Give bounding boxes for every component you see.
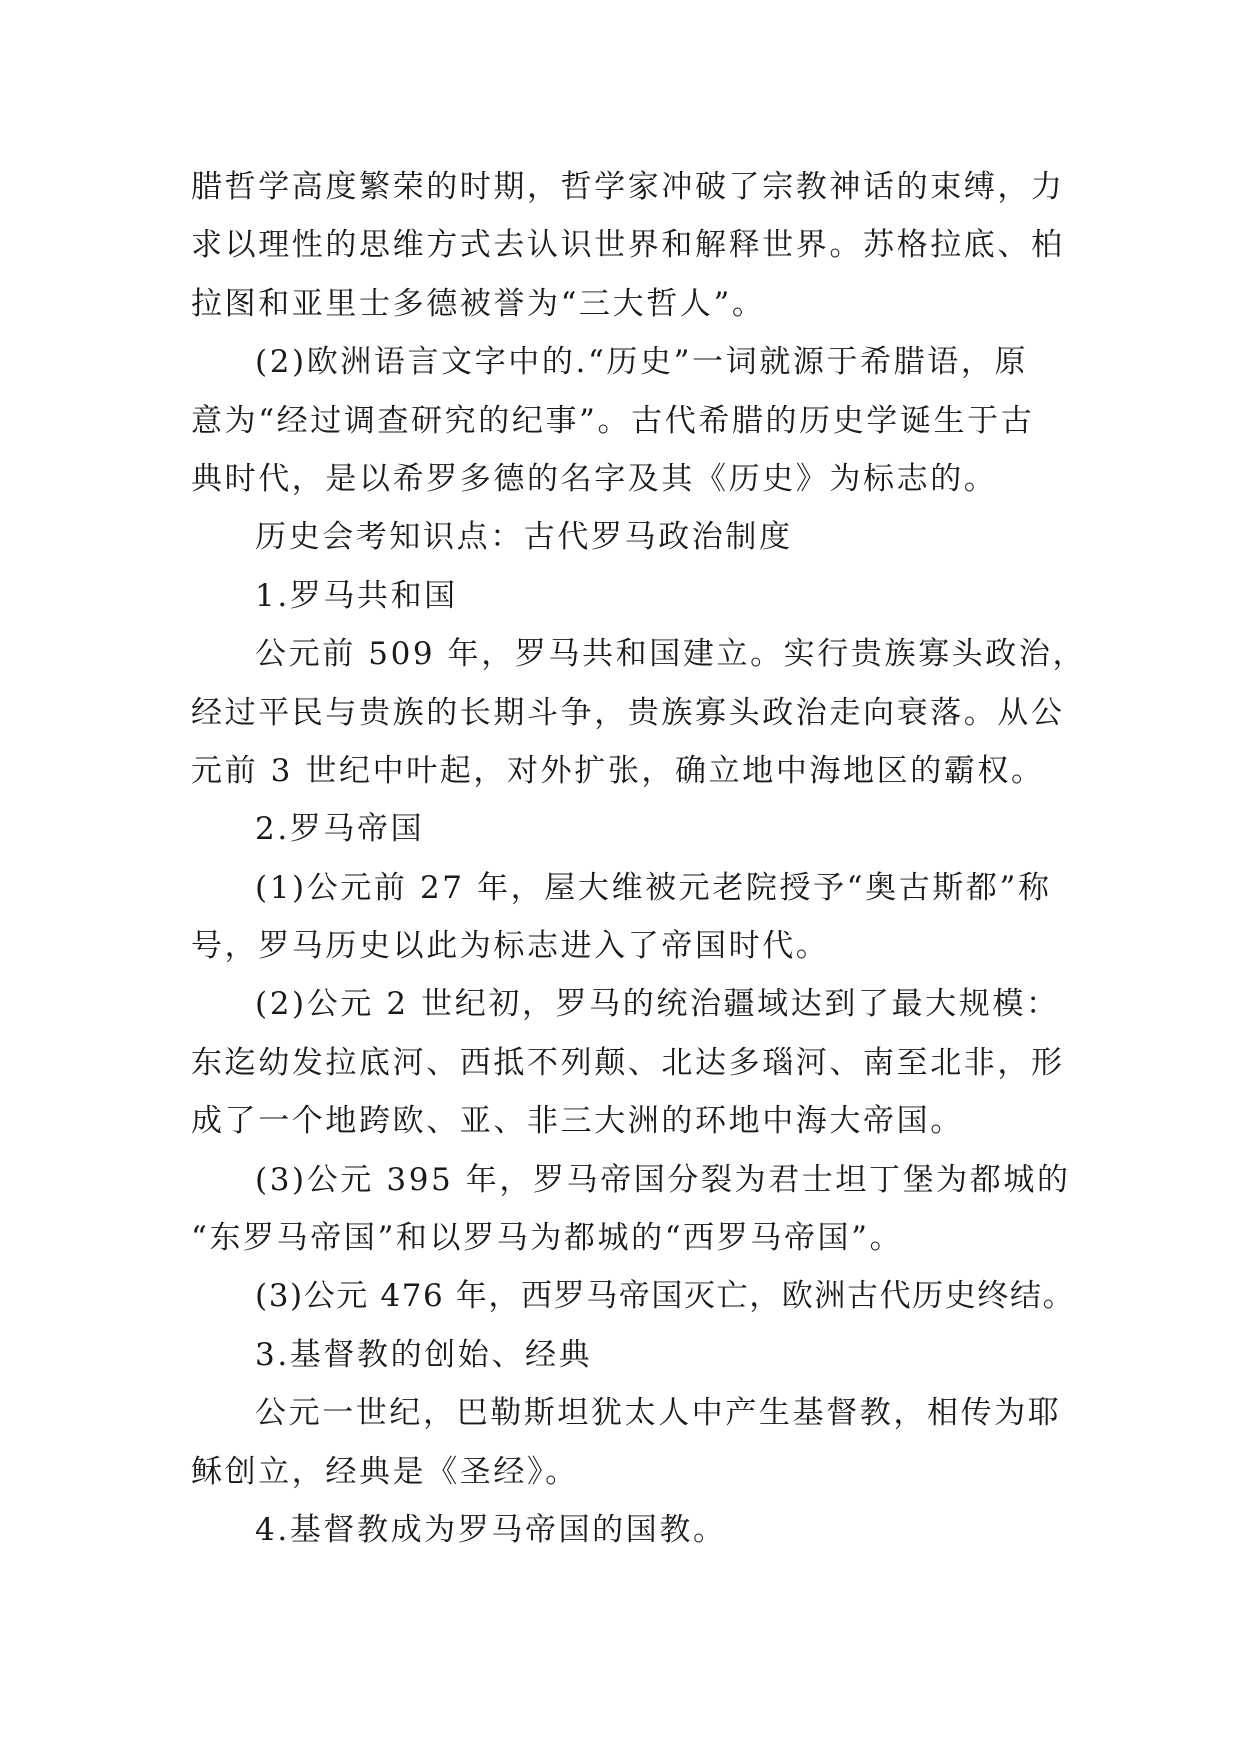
text-line: 成了一个地跨欧、亚、非三大洲的环地中海大帝国。 — [191, 1103, 964, 1140]
subsection-heading: 1.罗马共和国 — [255, 577, 458, 614]
text-line: 拉图和亚里士多德被誉为“三大哲人”。 — [191, 285, 766, 322]
text-line: 公元前 509 年，罗马共和国建立。实行贵族寡头政治， — [255, 636, 1087, 673]
text-line: 号，罗马历史以此为标志进入了帝国时代。 — [191, 928, 830, 965]
text-line: 东迄幼发拉底河、西抵不列颠、北达多瑙河、南至北非，形 — [191, 1044, 1065, 1081]
subsection-heading: 2.罗马帝国 — [255, 811, 425, 848]
text-line: (2)欧洲语言文字中的.“历史”一词就源于希腊语，原 — [255, 344, 1029, 381]
text-line: 意为“经过调查研究的纪事”。古代希腊的历史学诞生于古 — [191, 402, 1035, 439]
text-line: (3)公元 395 年，罗马帝国分裂为君士坦丁堡为都城的 — [255, 1161, 1071, 1198]
text-line: “东罗马帝国”和以罗马为都城的“西罗马帝国”。 — [191, 1220, 904, 1257]
document-body — [191, 158, 1087, 1559]
text-line: (1)公元前 27 年，屋大维被元老院授予“奥古斯都”称 — [255, 869, 1052, 906]
text-line: 公元一世纪，巴勒斯坦犹太人中产生基督教，相传为耶 — [255, 1395, 1062, 1432]
section-heading: 历史会考知识点：古代罗马政治制度 — [255, 519, 793, 556]
subsection-heading: 3.基督教的创始、经典 — [255, 1336, 593, 1373]
text-line: 求以理性的思维方式去认识世界和解释世界。苏格拉底、柏 — [191, 227, 1065, 264]
text-line: 稣创立，经典是《圣经》。 — [191, 1453, 579, 1490]
text-line: 典时代，是以希罗多德的名字及其《历史》为标志的。 — [191, 460, 998, 497]
text-line: (3)公元 476 年，西罗马帝国灭亡，欧洲古代历史终结。 — [255, 1278, 1076, 1315]
text-line: (2)公元 2 世纪初，罗马的统治疆域达到了最大规模： — [255, 986, 1060, 1023]
text-line: 元前 3 世纪中叶起，对外扩张，确立地中海地区的霸权。 — [191, 752, 1045, 789]
text-line: 腊哲学高度繁荣的时期，哲学家冲破了宗教神话的束缚，力 — [191, 169, 1065, 205]
text-line: 经过平民与贵族的长期斗争，贵族寡头政治走向衰落。从公 — [191, 694, 1065, 731]
subsection-heading: 4.基督教成为罗马帝国的国教。 — [255, 1511, 727, 1548]
